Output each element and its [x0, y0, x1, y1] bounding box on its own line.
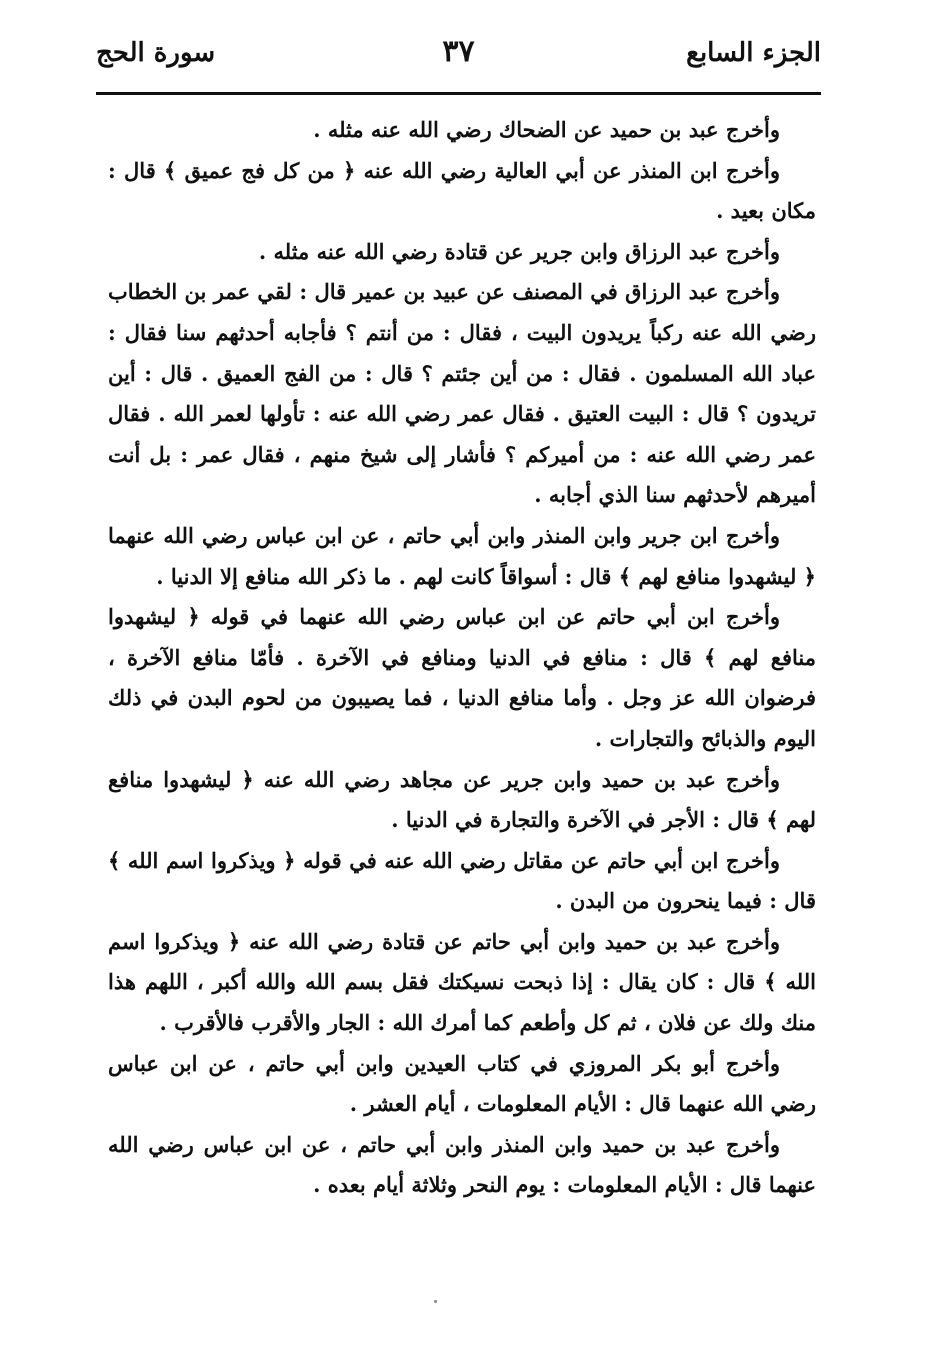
volume-label: الجزء السابع [686, 38, 821, 68]
paragraph: وأخرج عبد الرزاق وابن جرير عن قتادة رضي الله عنه مثله . [258, 238, 780, 264]
surah-title: سورة الحج [96, 38, 216, 68]
paragraph: وأخرج عبد بن حميد وابن جرير عن مجاهد رضي الله عنه ﴿ ليشهدوا منافع لهم ﴾ قال : الأجر في الآخرة والتجارة في الدنيا . [108, 766, 816, 833]
paragraph: وأخرج ابن المنذر عن أبي العالية رضي الله عنه ﴿ من كل فج عميق ﴾ قال : مكان بعيد . [108, 157, 816, 224]
paragraph: وأخرج عبد بن حميد عن الضحاك رضي الله عنه مثله . [313, 117, 780, 142]
paragraph: وأخرج عبد بن حميد وابن المنذر وابن أبي حاتم ، عن ابن عباس رضي الله عنهما قال : الأيام المعلومات : يوم النحر وثلاثة أيام بعده . [108, 1131, 816, 1198]
page-header [96, 30, 821, 90]
paragraph: وأخرج ابن أبي حاتم عن ابن عباس رضي الله عنهما في قوله ﴿ ليشهدوا منافع لهم ﴾ قال : منافع في الدنيا ومنافع في الآخرة . فأمّا منافع الآخرة ، فرضوان الله عز وجل . وأما منافع الدنيا ، فما يصيبون من لحوم البدن في ذلك اليوم والذبائح والتجارات . [108, 604, 817, 751]
scan-speck [434, 1300, 437, 1303]
page-body [108, 110, 816, 1290]
paragraph: وأخرج عبد بن حميد وابن أبي حاتم عن قتادة رضي الله عنه ﴿ ويذكروا اسم الله ﴾ قال : كان يقال : إذا ذبحت نسيكتك فقل بسم الله والله أكبر ، اللهم هذا منك ولك عن فلان ، ثم كل وأطعم كما أمرك الله : الجار والأقرب فالأقرب . [108, 928, 816, 1036]
header-divider [96, 92, 821, 95]
paragraph: وأخرج ابن جرير وابن المنذر وابن أبي حاتم ، عن ابن عباس رضي الله عنهما ﴿ ليشهدوا منافع لهم ﴾ قال : أسواقاً كانت لهم . ما ذكر الله منافع إلا الدنيا . [108, 522, 816, 589]
paragraph: وأخرج عبد الرزاق في المصنف عن عبيد بن عمير قال : لقي عمر بن الخطاب رضي الله عنه ركباً يريدون البيت ، فقال : من أنتم ؟ فأجابه أحدثهم سنا فقال : عباد الله المسلمون . فقال : من أين جئتم ؟ قال : من الفج العميق . قال : أين تريدون ؟ قال : البيت العتيق . فقال عمر رضي الله عنه : تأولها لعمر الله . فقال عمر رضي الله عنه : من أميركم ؟ فأشار إلى شيخ منهم ، فقال عمر : بل أنت أميرهم لأحدثهم سنا الذي أجابه . [108, 279, 816, 508]
page-number: ٣٧ [442, 34, 475, 69]
paragraph: وأخرج ابن أبي حاتم عن مقاتل رضي الله عنه في قوله ﴿ ويذكروا اسم الله ﴾ قال : فيما ينحرون من البدن . [108, 847, 816, 914]
paragraph: وأخرج أبو بكر المروزي في كتاب العيدين وابن أبي حاتم ، عن ابن عباس رضي الله عنهما قال : الأيام المعلومات ، أيام العشر . [108, 1050, 816, 1117]
